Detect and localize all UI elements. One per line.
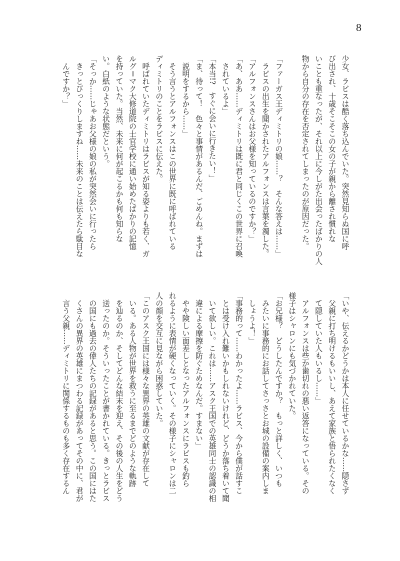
scene-break	[286, 55, 299, 267]
text-line: そう言うとアルフォンスはこの世界に既に呼ばれている	[168, 55, 178, 250]
text-line: アルフォンスは些か歯切れの悪い返答になっている。その	[301, 292, 311, 495]
text-line: 「あ、ああ……ディミトリは既に君と同じくこの世界に召喚	[234, 55, 244, 258]
text-line: 「事務的って……わかったよ……ラビス、今から僕が話すこ	[234, 292, 244, 495]
text-line: ディミトリのことをラビスに伝えた。	[154, 55, 164, 183]
text-line: 人の顔を交互に見ながら困惑していた。	[154, 292, 164, 427]
text-line: とは受け入れ難いかもしれないけれど、どうか落ち着いて聞	[221, 292, 231, 502]
text-line: 「お兄様？ どうしたんですか？ もっと詳しく、いつも	[274, 292, 284, 487]
text-line: 「そっか……じゃあお父様の娘の私が突然会いに行ったら	[88, 55, 98, 250]
text-line: 「本当!? すぐに会いに行きたい！」	[208, 55, 218, 183]
text-line: きっとびっくりしますね……未来のことは伝えたら駄目な	[75, 55, 85, 258]
text-line: を辿るのか、そしてどんな結末を迎え、その後の人生をどう	[114, 292, 124, 502]
text-line: 少女、ラビスは酷く落ち込んでいた。突然見知らぬ国に呼	[341, 55, 350, 250]
text-line: やや険しい面差しとなったアルフォンスにラビスも釣ら	[181, 292, 191, 487]
text-line: いて欲しい。これは……アスク王国での英雄同士の認識の相	[208, 292, 218, 502]
text-line: の国にも過去の偉人たちの記録があると思う。この国にはた	[88, 292, 98, 502]
text-line: を持っていた。当然、未来に何が起こるかも何も知らな	[114, 55, 124, 243]
text-line: されているよ」	[221, 55, 231, 115]
text-line: 「このアスク王国には様々な異界の英雄の文献が存在して	[141, 292, 151, 487]
text-line: ルグ＝マク大修道院の士官学校に通い始めたばかりの記憶	[128, 55, 138, 250]
text-line: 「いや、伝えるかどうかは本人に任せているかな……隠さず	[341, 292, 350, 495]
text-line: 物から自分の存在を否定されてしまったのが原因だった。	[301, 55, 311, 250]
lower-text-tier	[59, 292, 352, 504]
upper-text-tier	[59, 55, 352, 267]
text-line: び出され、十歳そこそこの女の子が親から離され慣れな	[327, 55, 337, 243]
text-line: 説明をするから……」	[181, 55, 191, 138]
text-line: 送ったのか。そういったことが書かれている。きっとラビス	[101, 292, 111, 502]
text-line: い。白紙のような状態だという。	[101, 55, 111, 168]
text-line: くさんの異界の英雄にまつわる記録があってその中に、君が	[75, 292, 85, 502]
text-line: 様子はシャロンにも気づかれていた。	[287, 292, 297, 420]
text-line: て隠していた人もいるし……」	[314, 292, 324, 405]
text-line: んですか？」	[61, 55, 71, 108]
text-line: 父親に打ち明けるもいいし、あえて家族と悟られたくなく	[327, 292, 337, 495]
text-line: いことも重なったが、それ以上に今しがた出会ったばかりの人	[314, 55, 324, 265]
text-line: しょうよ！」	[247, 292, 257, 345]
text-line: れるように表情が硬くなっていく。その様子にシャロンは二	[168, 292, 178, 495]
text-line: 「ま、待って！ 色々と事情があるんだ、ごめんね。まずは	[194, 55, 204, 258]
text-line: 違による摩擦を防ぐためなんだ。すまない」	[194, 292, 204, 450]
text-line: 呼ばれていたディミトリはラビスが知る姿よりも若く、ガ	[141, 55, 151, 258]
text-line: みたいに事務的にお話してさっさとお城の設備の案内しま	[261, 292, 271, 495]
text-line: 「ファーガス王ディミトリの娘……？ そんな答えは……」	[274, 55, 284, 258]
text-line: 「アルフォンスさんはお父様を知っているのですか？」	[247, 55, 257, 243]
text-line: いる。ある人物が世界を救うに至るまでどのような軌跡	[128, 292, 138, 487]
page-number: 8	[356, 22, 362, 34]
text-line: 言う父親……ディミトリに関係するものも多く存在するん	[61, 292, 71, 495]
text-line: ラビスの出生を聞かされたアルフォンスは言葉を濁した。	[261, 55, 271, 258]
